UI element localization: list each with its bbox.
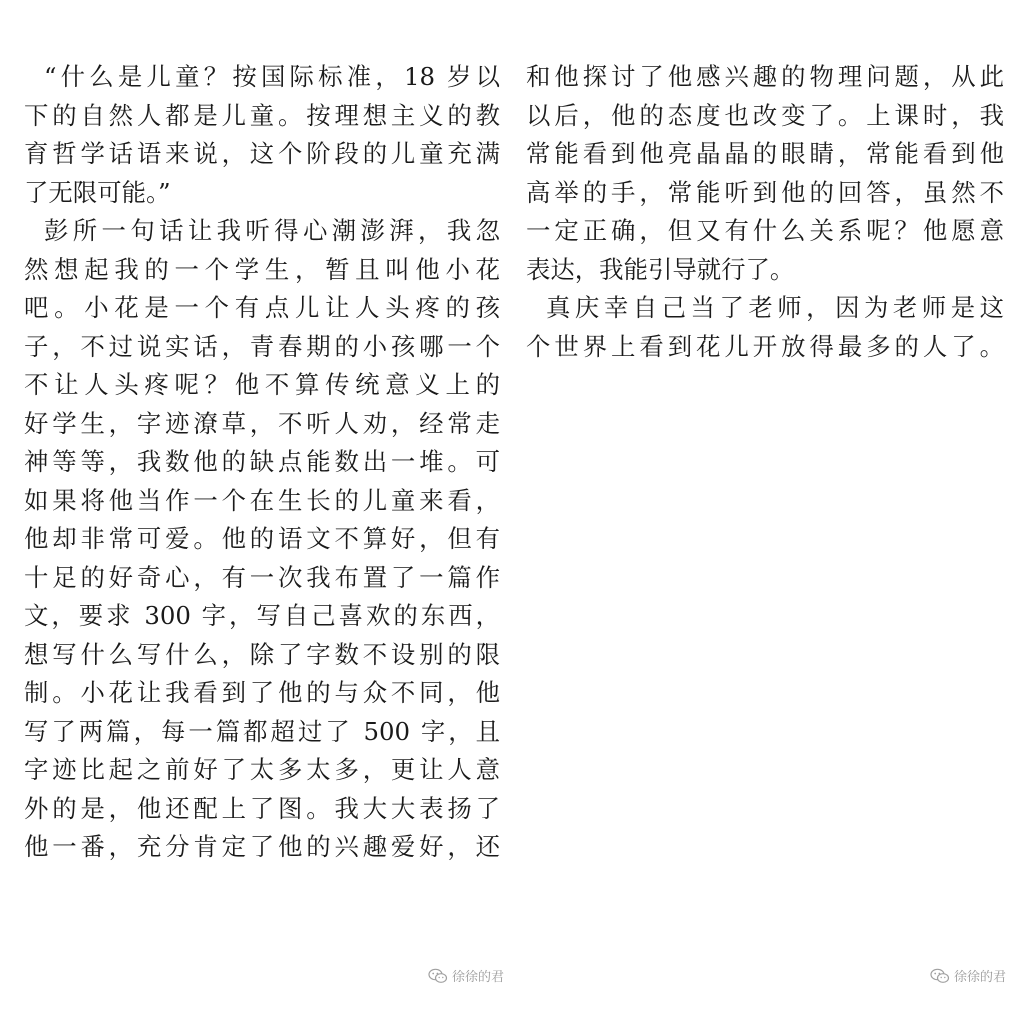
wechat-icon: [930, 968, 950, 984]
paragraph-line: 十足的好奇心，有一次我布置了一篇作: [24, 562, 500, 592]
paragraph-line: 育哲学话语来说，这个阶段的儿童充满: [24, 139, 500, 168]
paragraph-line: 外的是，他还配上了图。我大大表扬了: [24, 793, 500, 823]
paragraph-line: 写了两篇，每一篇都超过了 500 字，且: [24, 716, 500, 746]
paragraph-line: “什么是儿童？按国际标准，18 岁以: [44, 62, 500, 91]
paragraph-line: 常能看到他亮晶晶的眼睛，常能看到他: [526, 139, 1004, 168]
watermark-text: 徐徐的君: [954, 970, 1007, 985]
paragraph-line: 下的自然人都是儿童。按理想主义的教: [24, 100, 500, 130]
paragraph-line: 子，不过说实话，青春期的小孩哪一个: [24, 331, 500, 361]
paragraph-line: 制。小花让我看到了他的与众不同，他: [24, 678, 500, 707]
paragraph-line: 以后，他的态度也改变了。上课时，我: [526, 100, 1004, 130]
left-text-column: [24, 58, 500, 867]
wechat-icon: [428, 968, 448, 984]
paragraph-line: 彭所一句话让我听得心潮澎湃，我忽: [44, 216, 500, 245]
watermark: [930, 966, 1006, 985]
paragraph-line: 想写什么写什么，除了字数不设别的限: [24, 639, 500, 669]
paragraph-line: 然想起我的一个学生，暂且叫他小花: [24, 254, 500, 284]
paragraph-line: 神等等，我数他的缺点能数出一堆。可: [24, 447, 500, 476]
paragraph-line: 个世界上看到花儿开放得最多的人了。: [526, 331, 1004, 361]
paragraph-line: 文，要求 300 字，写自己喜欢的东西，: [24, 601, 500, 630]
paragraph-line: 他一番，充分肯定了他的兴趣爱好，还: [24, 832, 500, 861]
paragraph-line: 好学生，字迹潦草，不听人劝，经常走: [24, 408, 500, 438]
paragraph-line: 吧。小花是一个有点儿让人头疼的孩: [24, 293, 500, 322]
right-text-column: [526, 58, 1004, 366]
paragraph-line: 不让人头疼呢？他不算传统意义上的: [24, 370, 500, 399]
paragraph-line: 和他探讨了他感兴趣的物理问题，从此: [526, 62, 1004, 91]
paragraph-line: 如果将他当作一个在生长的儿童来看，: [24, 485, 500, 515]
paragraph-line: 真庆幸自己当了老师，因为老师是这: [546, 293, 1004, 322]
paragraph-line: 一定正确，但又有什么关系呢？他愿意: [526, 216, 1004, 245]
watermark: [428, 966, 504, 985]
paragraph-line: 表达，我能引导就行了。: [526, 254, 795, 284]
watermark-text: 徐徐的君: [452, 970, 505, 985]
paragraph-line: 高举的手，常能听到他的回答，虽然不: [526, 177, 1004, 207]
paragraph-line: 字迹比起之前好了太多太多，更让人意: [24, 755, 500, 784]
paragraph-line: 他却非常可爱。他的语文不算好，但有: [24, 524, 500, 553]
paragraph-line: 了无限可能。”: [24, 177, 171, 207]
